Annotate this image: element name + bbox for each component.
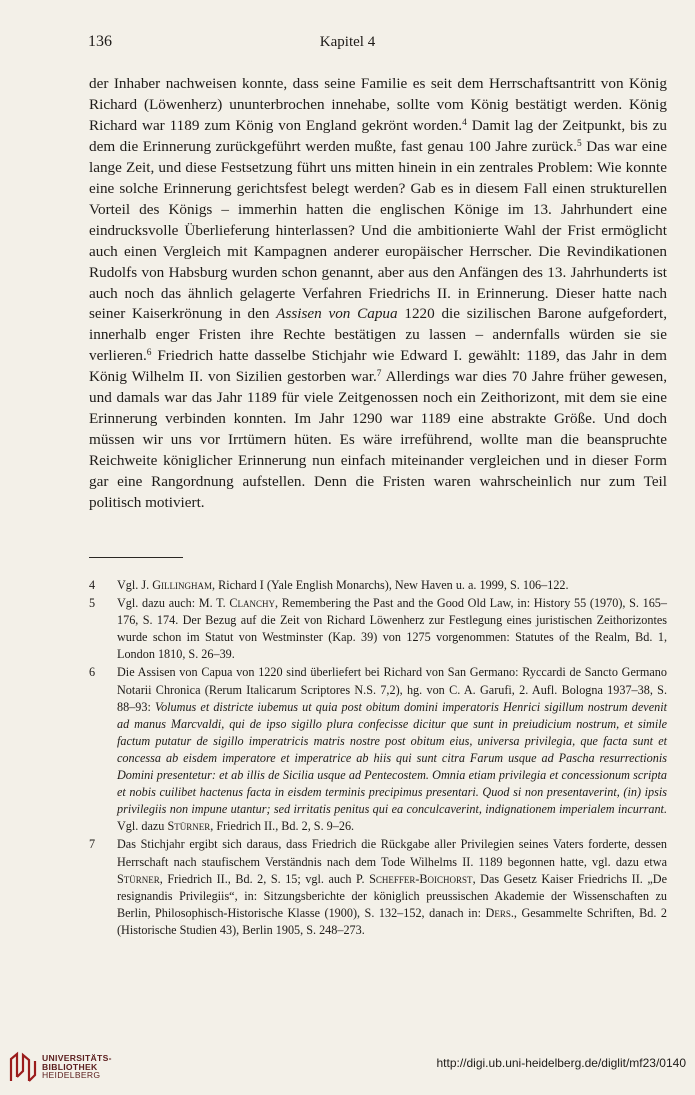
italic-title: Assisen von Capua: [276, 305, 398, 323]
footnote-number: 7: [89, 837, 96, 852]
footnote-ref-4[interactable]: 4: [462, 117, 467, 128]
footnote-5: 5 Vgl. dazu auch: M. T. Clanchy, Remembering the Past and the Good Old Law, in: History 55 (1970), S. 165–176, S. 174. Der Bezug auf die Zeit von Richard Löwenherz zur Festlegung eines juristischen Zeithorizontes wurde schon im Statut von Westminster (Kap. 39) von 1275 vorgenommen: Statutes of the Realm, Bd. 1, London 1810, S. 26–39.: [89, 596, 667, 662]
footnote-ref-7[interactable]: 7: [376, 369, 382, 380]
text-segment: der Inhaber nachweisen konnte, dass seine Familie es seit dem Herrschaftsantritt von König Richard (Löwenherz) ununterbrochen innehabe, sollte vom König bestätigt werden. König Richard war 1189 zum König von England gekrönt worden.: [89, 75, 667, 134]
footnote-ref-5[interactable]: 5: [577, 138, 582, 149]
text-segment: Allerdings war dies 70 Jahre früher gewesen, und damals war das Jahr 1189 für viele Zeitgenossen noch ein Zeithorizont, mit dem sie eine Erinnerung verbinden konnten. Im Jahr 1290 war 1189 eine abstrakte Größe. Und doch müssen wir uns vor Irrtümern hüten. Es wäre irreführend, wollte man die beanspruchte Reichweite königlicher Erinnerung nun einfach miteinander vergleichen und in dieser Form gar eine Rangordnung aufstellen. Denn die Fristen waren wahrscheinlich nur zum Teil politisch motiviert.: [89, 368, 668, 512]
footnote-number: 4: [89, 578, 96, 592]
footnote-ref-6[interactable]: 6: [146, 348, 152, 359]
text-segment: Damit lag der Zeitpunkt, bis zu dem die Erinnerung zurückgeführt werden mußte, fast genau 100 Jahre zurück.: [89, 116, 667, 155]
footer-bar: [0, 1038, 695, 1095]
text-segment: 1220 die sizilischen Barone aufgefordert, innerhalb enger Fristen ihre Rechte bestätigen zu lassen – andernfalls würden sie sie verlieren.: [89, 305, 667, 365]
footnote-number: 5: [89, 596, 96, 611]
running-title: Kapitel 4: [319, 34, 376, 50]
footnote-4: 4 Vgl. J. Gillingham, Richard I (Yale English Monarchs), New Haven u. a. 1999, S. 106–122.: [89, 577, 667, 594]
page-number: 136: [88, 33, 112, 50]
footnote-rule: [89, 557, 183, 558]
text-segment: Friedrich hatte dasselbe Stichjahr wie Edward I. gewählt: 1189, das Jahr in dem König Wilhelm II. von Sizilien gestorben war.: [89, 347, 667, 386]
main-paragraph: [89, 74, 667, 514]
heidelberg-library-logo-icon[interactable]: [7, 1051, 37, 1083]
permalink-url[interactable]: http://digi.ub.uni-heidelberg.de/diglit/mf23/0140: [436, 1056, 686, 1070]
footnote-7: 7 Das Stichjahr ergibt sich daraus, dass Friedrich die Rückgabe aller Privilegien seines Vaters forderte, dessen Herrschaft nach staufischem Verständnis nach dem Tode Wilhelms II. 1189 begonnen hatte, vgl. dazu etwa Stürner, Friedrich II., Bd. 2, S. 15; vgl. auch P. Scheffer-Boichorst, Das Gesetz Kaiser Friedrichs II. „De resignandis Privilegiis“, in: Sitzungsberichte der königlich preussischen Akademie der Wissenschaften zu Berlin, Philosophisch-Historische Klasse (1900), S. 132–152, danach in: Ders., Gesammelte Schriften, Bd. 2 (Historische Studien 43), Berlin 1905, S. 248–273.: [89, 837, 667, 937]
footnote-6: 6 Die Assisen von Capua von 1220 sind überliefert bei Richard von San Germano: Ryccardi de Sancto Germano Notarii Chronica (Rerum Italicarum Scriptores N.S. 7,2), hg. von C. A. Garufi, 2. Aufl. Bologna 1937–38, S. 88–93: Volumus et districte iubemus ut quia post obitum domini imperatoris Henrici sigillum nostrum devenit ad manus Marcvaldi, qui de ipso sigillo plura confecisse dicitur que sunt in preiudicium nostrum, et simile factum putatur de sigillo imperatricis matris nostre post obitum eius, universa privilegia, que facta sunt et concessa ab eisdem imperatore et imperatrice ab hiis qui sunt citra Farum usque ad Pascha resurrectionis Domini presentetur: et ab illis de Sicilia usque ad Pentecostem. Omnia etiam privilegia et concessionum scripta et nobis cuilibet hactenus facta in eisdem terminis precipimus presentari. Quod si non presentaverint, (in) ipsis privilegiis non impune utantur; sed irritatis penitus qui ea conculcaverint, indignationem imperialem incurrant. Vgl. dazu Stürner, Friedrich II., Bd. 2, S. 9–26.: [89, 665, 667, 834]
library-name: UNIVERSITÄTS- BIBLIOTHEK HEIDELBERG: [42, 1053, 112, 1081]
footnotes: [89, 577, 667, 940]
footnote-number: 6: [89, 665, 96, 680]
text-segment: Das war eine lange Zeit, und diese Festsetzung führt uns mitten hinein in ein zentrales Problem: Wie konnte eine solche Erinnerung gerichtsfest belegt werden? Gab es in diesem Fall einen strukturellen Vorteil des Königs – immerhin hatten die englischen Könige im 13. Jahrhundert eine eindrucksvolle Überlieferung hinterlassen? Und die ambitionierte Wahl der Frist ermöglicht auch einen Vergleich mit Kampagnen anderer europäischer Herrscher. Die Revindikationen Rudolfs von Habsburg wurden schon genannt, aber aus den Anfängen des 13. Jahrhunderts ist auch noch das ähnlich gelagerte Verfahren Friedrichs II. in Erinnerung. Dieser hatte nach seiner Kaiserkrönung in den: [89, 137, 667, 323]
body-text: [89, 74, 667, 514]
